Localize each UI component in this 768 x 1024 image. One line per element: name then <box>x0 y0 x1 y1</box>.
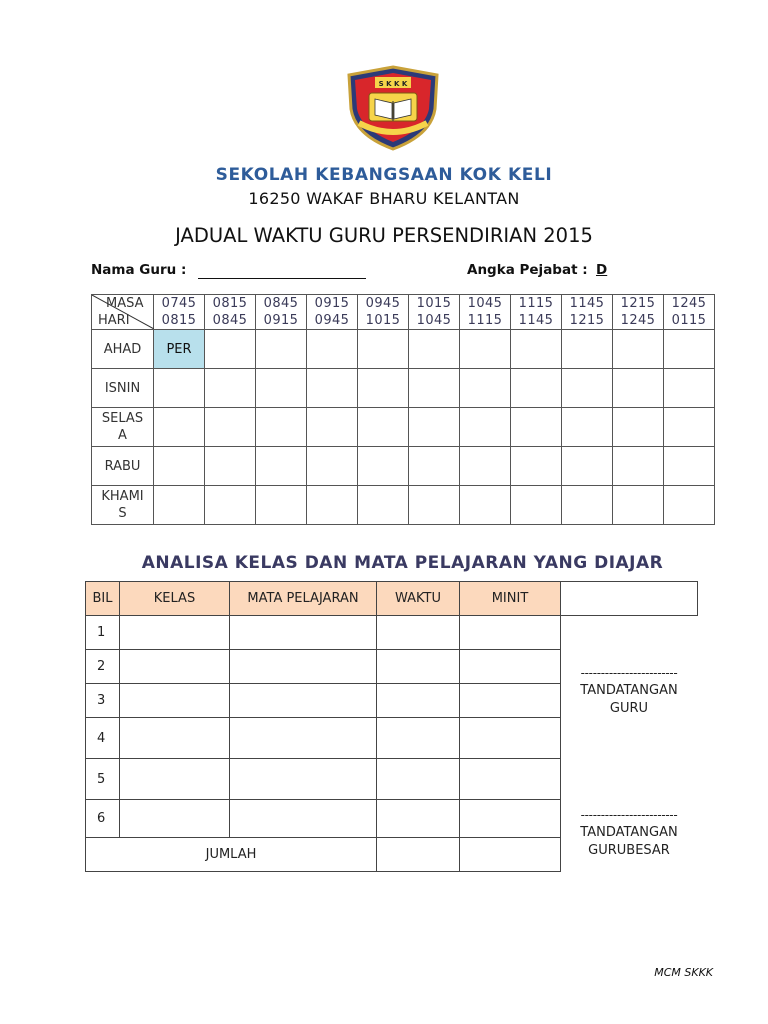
waktu-cell[interactable] <box>377 759 460 800</box>
angka-pejabat-value: D <box>596 262 608 278</box>
timetable-row <box>92 369 715 408</box>
analisa-row <box>86 718 698 759</box>
signature-guru-block <box>561 664 697 718</box>
row-number: 2 <box>86 650 120 684</box>
school-address: 16250 WAKAF BHARU KELANTAN <box>248 189 520 208</box>
footer-code: MCM SKKK <box>654 966 713 979</box>
analisa-table <box>85 581 698 872</box>
timetable-cell[interactable] <box>511 447 562 486</box>
timetable <box>91 294 715 525</box>
timetable-cell[interactable] <box>154 369 205 408</box>
signature-gurubesar-label: TANDATANGAN GURUBESAR <box>580 825 678 858</box>
school-name: SEKOLAH KEBANGSAAN KOK KELI <box>215 165 553 185</box>
timetable-cell[interactable] <box>358 369 409 408</box>
jumlah-label: JUMLAH <box>86 838 377 872</box>
timetable-cell[interactable] <box>409 408 460 447</box>
signature-guru-label: TANDATANGAN GURU <box>580 683 678 716</box>
mata-pelajaran-cell[interactable] <box>230 800 377 838</box>
timetable-cell[interactable] <box>307 369 358 408</box>
time-slot-header: 0915 0945 <box>307 295 358 330</box>
angka-pejabat-label: Angka Pejabat : <box>467 262 588 278</box>
timetable-cell[interactable] <box>664 408 715 447</box>
analisa-title: ANALISA KELAS DAN MATA PELAJARAN YANG DIAJAR <box>141 553 664 573</box>
timetable-cell[interactable] <box>358 447 409 486</box>
timetable-cell[interactable] <box>613 486 664 525</box>
timetable-cell[interactable] <box>613 447 664 486</box>
analisa-row <box>86 759 698 800</box>
timetable-cell[interactable] <box>511 369 562 408</box>
mata-pelajaran-cell[interactable] <box>230 759 377 800</box>
day-label: SELASA <box>92 408 154 447</box>
analisa-row <box>86 616 698 650</box>
day-label: ISNIN <box>92 369 154 408</box>
timetable-cell[interactable] <box>154 486 205 525</box>
minit-cell[interactable] <box>460 800 561 838</box>
timetable-cell[interactable] <box>256 330 307 369</box>
waktu-cell[interactable] <box>377 616 460 650</box>
minit-cell[interactable] <box>460 684 561 718</box>
timetable-cell[interactable] <box>613 330 664 369</box>
kelas-cell[interactable] <box>120 718 230 759</box>
jumlah-minit-cell[interactable] <box>460 838 561 872</box>
timetable-cell[interactable] <box>664 369 715 408</box>
time-slot-header: 0815 0845 <box>205 295 256 330</box>
minit-header: MINIT <box>460 582 561 616</box>
row-number: 5 <box>86 759 120 800</box>
timetable-cell[interactable] <box>205 369 256 408</box>
time-slot-header: 1045 1115 <box>460 295 511 330</box>
timetable-cell[interactable] <box>562 330 613 369</box>
hari-label: HARI <box>98 313 130 328</box>
signature-line: ------------------------ <box>580 808 678 822</box>
timetable-cell[interactable] <box>205 486 256 525</box>
timetable-header-row <box>92 295 715 330</box>
timetable-cell[interactable] <box>460 408 511 447</box>
timetable-cell[interactable] <box>460 447 511 486</box>
analisa-header-row <box>86 582 698 616</box>
timetable-cell[interactable] <box>256 408 307 447</box>
time-slot-header: 0745 0815 <box>154 295 205 330</box>
time-slot-header: 1245 0115 <box>664 295 715 330</box>
row-number: 4 <box>86 718 120 759</box>
timetable-cell[interactable] <box>613 408 664 447</box>
timetable-cell[interactable] <box>358 486 409 525</box>
mata-pelajaran-cell[interactable] <box>230 718 377 759</box>
timetable-cell[interactable] <box>613 369 664 408</box>
timetable-cell[interactable] <box>562 447 613 486</box>
signature-line: ------------------------ <box>580 666 678 680</box>
time-slot-header: 0845 0915 <box>256 295 307 330</box>
timetable-cell[interactable] <box>205 447 256 486</box>
timetable-cell[interactable] <box>664 486 715 525</box>
mata-pelajaran-cell[interactable] <box>230 684 377 718</box>
row-number: 3 <box>86 684 120 718</box>
timetable-cell[interactable] <box>562 486 613 525</box>
nama-guru-field[interactable] <box>198 278 366 279</box>
nama-guru-label: Nama Guru : <box>91 262 187 278</box>
timetable-cell[interactable] <box>358 408 409 447</box>
masa-label: MASA <box>106 296 144 311</box>
timetable-body <box>92 330 715 525</box>
kelas-cell[interactable] <box>120 800 230 838</box>
mata-pelajaran-cell[interactable] <box>230 616 377 650</box>
timetable-cell[interactable] <box>562 369 613 408</box>
timetable-cell[interactable] <box>460 369 511 408</box>
waktu-cell[interactable] <box>377 684 460 718</box>
mata-pelajaran-header: MATA PELAJARAN <box>230 582 377 616</box>
kelas-cell[interactable] <box>120 650 230 684</box>
timetable-cell[interactable] <box>664 447 715 486</box>
timetable-cell[interactable] <box>562 408 613 447</box>
timetable-cell[interactable] <box>358 330 409 369</box>
row-number: 6 <box>86 800 120 838</box>
timetable-cell[interactable] <box>154 408 205 447</box>
timetable-cell[interactable] <box>307 330 358 369</box>
document-title: JADUAL WAKTU GURU PERSENDIRIAN 2015 <box>175 224 593 247</box>
signature-gurubesar-block <box>561 806 697 860</box>
school-crest-logo <box>345 65 441 151</box>
timetable-cell[interactable] <box>256 369 307 408</box>
timetable-cell[interactable] <box>154 447 205 486</box>
timetable-cell[interactable] <box>307 486 358 525</box>
minit-cell[interactable] <box>460 650 561 684</box>
timetable-cell[interactable] <box>256 447 307 486</box>
timetable-cell[interactable] <box>664 330 715 369</box>
time-slot-header: 0945 1015 <box>358 295 409 330</box>
timetable-row <box>92 408 715 447</box>
kelas-cell[interactable] <box>120 684 230 718</box>
time-slot-header: 1145 1215 <box>562 295 613 330</box>
timetable-cell[interactable] <box>409 486 460 525</box>
minit-cell[interactable] <box>460 616 561 650</box>
waktu-cell[interactable] <box>377 800 460 838</box>
bil-header: BIL <box>86 582 120 616</box>
time-slot-header: 1015 1045 <box>409 295 460 330</box>
time-slot-header: 1215 1245 <box>613 295 664 330</box>
kelas-header: KELAS <box>120 582 230 616</box>
timetable-cell[interactable] <box>409 330 460 369</box>
timetable-cell[interactable] <box>460 486 511 525</box>
masa-hari-corner-cell <box>92 295 154 330</box>
waktu-cell[interactable] <box>377 650 460 684</box>
day-label: KHAMIS <box>92 486 154 525</box>
timetable-row <box>92 330 715 369</box>
timetable-cell[interactable] <box>511 330 562 369</box>
row-number: 1 <box>86 616 120 650</box>
timetable-cell[interactable] <box>409 447 460 486</box>
waktu-header: WAKTU <box>377 582 460 616</box>
mata-pelajaran-cell[interactable] <box>230 650 377 684</box>
timetable-cell[interactable] <box>205 330 256 369</box>
kelas-cell[interactable] <box>120 759 230 800</box>
timetable-row <box>92 486 715 525</box>
timetable-cell[interactable] <box>307 408 358 447</box>
timetable-row <box>92 447 715 486</box>
time-slot-header: 1115 1145 <box>511 295 562 330</box>
timetable-cell[interactable] <box>409 369 460 408</box>
timetable-cell[interactable] <box>511 486 562 525</box>
signature-panel <box>561 582 698 858</box>
day-label: RABU <box>92 447 154 486</box>
waktu-cell[interactable] <box>377 718 460 759</box>
timetable-cell[interactable] <box>460 330 511 369</box>
logo-text: S K K K <box>378 80 408 88</box>
timetable-cell[interactable] <box>205 408 256 447</box>
timetable-cell[interactable] <box>511 408 562 447</box>
minit-cell[interactable] <box>460 718 561 759</box>
jumlah-waktu-cell[interactable] <box>377 838 460 872</box>
kelas-cell[interactable] <box>120 616 230 650</box>
timetable-cell[interactable] <box>307 447 358 486</box>
analisa-body <box>86 616 698 838</box>
day-label: AHAD <box>92 330 154 369</box>
minit-cell[interactable] <box>460 759 561 800</box>
timetable-cell[interactable]: PER <box>154 330 205 369</box>
timetable-cell[interactable] <box>256 486 307 525</box>
